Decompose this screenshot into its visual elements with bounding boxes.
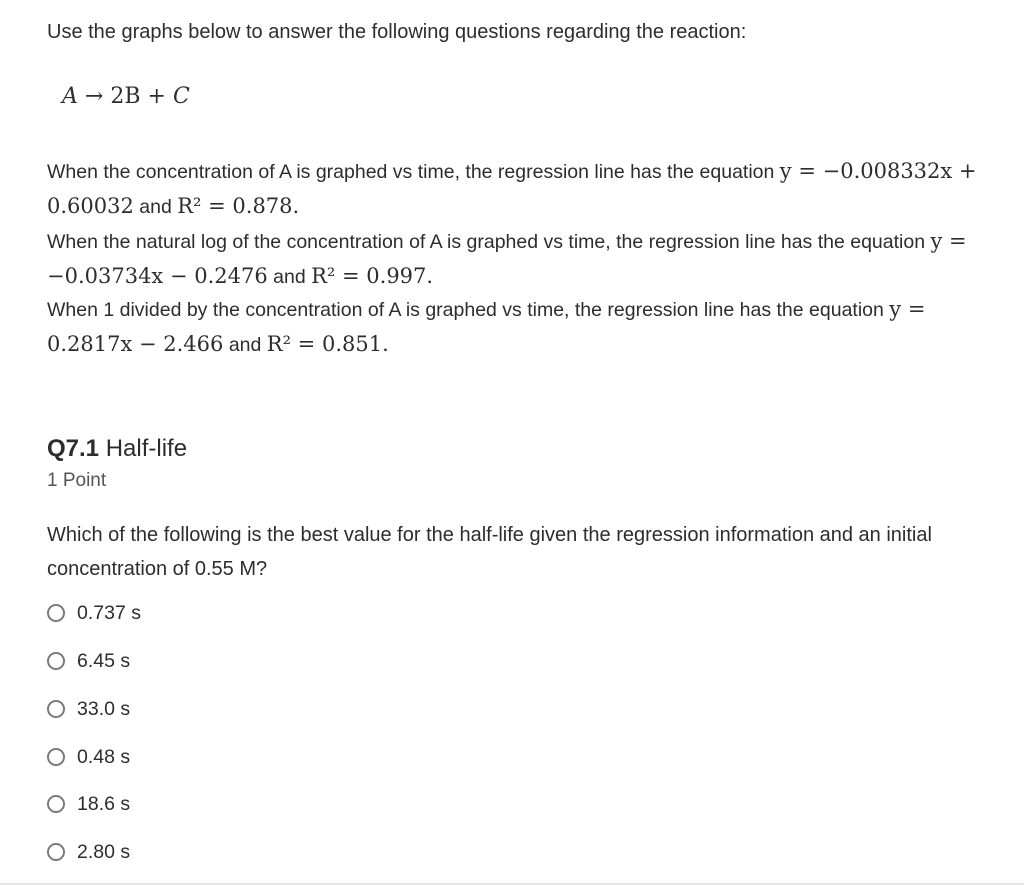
radio-button[interactable]: [47, 795, 65, 813]
regression-r2: R² = 0.878.: [177, 194, 300, 218]
option-label: 18.6 s: [77, 792, 131, 815]
radio-button[interactable]: [47, 700, 65, 718]
regression-lead: When the natural log of the concentration of A is graphed vs time, the regression line has the equation: [47, 231, 926, 253]
option-label: 6.45 s: [77, 649, 131, 672]
answer-option[interactable]: [47, 646, 130, 676]
regression-ln-concentration: [47, 224, 997, 294]
regression-and: and: [139, 196, 172, 218]
plus-sign: +: [147, 84, 166, 109]
answer-option[interactable]: [47, 694, 130, 724]
intro-text: Use the graphs below to answer the following questions regarding the reaction:: [47, 21, 747, 43]
answer-option[interactable]: [47, 789, 130, 819]
answer-option[interactable]: [47, 742, 130, 772]
regression-concentration: [47, 154, 997, 224]
regression-equation: y = −0.008332x + 0.60032: [47, 159, 977, 218]
answer-option[interactable]: [47, 837, 130, 867]
radio-button[interactable]: [47, 604, 65, 622]
radio-button[interactable]: [47, 652, 65, 670]
regression-equation: y = 0.2817x − 2.466: [47, 297, 926, 356]
radio-button[interactable]: [47, 748, 65, 766]
question-points: 1 Point: [47, 470, 107, 491]
answer-option[interactable]: [47, 598, 141, 628]
product-b: 2B: [110, 84, 141, 109]
question-text: Which of the following is the best value for the half-life given the regression information and an initial concentration of 0.55 M?: [47, 524, 932, 580]
radio-button[interactable]: [47, 843, 65, 861]
regression-lead: When 1 divided by the concentration of A is graphed vs time, the regression line has the equation: [47, 299, 884, 321]
question-name: Half-life: [105, 435, 188, 462]
reaction-equation: [62, 84, 190, 109]
question-number: Q7.1: [47, 435, 100, 462]
regression-and: and: [273, 266, 306, 288]
regression-r2: R² = 0.997.: [311, 264, 434, 288]
option-label: 2.80 s: [77, 840, 131, 863]
question-title: [47, 435, 187, 463]
reactant-a: A: [62, 84, 78, 109]
option-label: 0.737 s: [77, 601, 141, 624]
regression-equation: y = −0.03734x − 0.2476: [47, 229, 967, 288]
product-c: C: [172, 84, 190, 109]
regression-inverse-concentration: [47, 292, 997, 362]
reaction-arrow: →: [84, 84, 104, 109]
regression-r2: R² = 0.851.: [266, 332, 389, 356]
option-label: 0.48 s: [77, 745, 131, 768]
regression-lead: When the concentration of A is graphed vs time, the regression line has the equation: [47, 161, 775, 183]
option-label: 33.0 s: [77, 697, 131, 720]
regression-and: and: [228, 334, 262, 356]
